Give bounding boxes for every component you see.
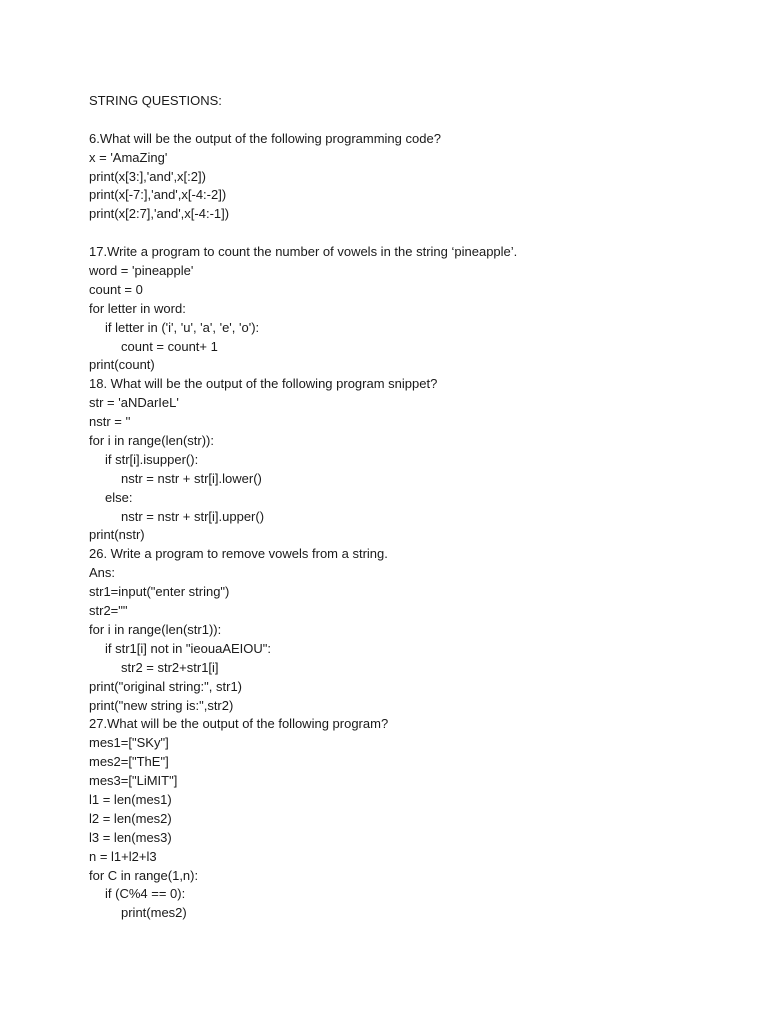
code-line: if (C%4 == 0): [105,886,186,902]
code-line: else: [105,489,133,505]
code-line: print(mes2) [121,905,187,921]
code-line: print("new string is:",str2) [89,697,234,713]
code-line: l3 = len(mes3) [89,829,172,845]
code-line: l1 = len(mes1) [89,791,172,807]
code-line: if str1[i] not in "ieouaAEIOU": [105,640,272,656]
answer-label: Ans: [89,565,116,581]
code-line: for i in range(len(str)): [89,433,214,449]
code-line: word = 'pineapple' [89,263,194,279]
code-line: nstr = '' [89,414,131,430]
code-line: print(x[3:],'and',x[:2]) [89,168,206,184]
code-line: print(count) [89,357,155,373]
code-line: str2 = str2+str1[i] [121,659,219,675]
code-line: x = 'AmaZing' [89,149,168,165]
document-heading: STRING QUESTIONS: [89,93,222,108]
spacer [89,111,729,130]
document-body [89,92,729,923]
code-line: nstr = nstr + str[i].lower() [121,470,262,486]
code-line: str = 'aNDarIeL' [89,395,179,411]
spacer [89,224,729,243]
code-line: for i in range(len(str1)): [89,621,222,637]
question-26: 26. Write a program to remove vowels from a string. [89,546,388,562]
code-line: str2="" [89,603,128,619]
code-line: mes2=["ThE"] [89,754,169,770]
question-27: 27.What will be the output of the following program? [89,716,389,732]
code-line: str1=input("enter string") [89,584,230,600]
question-18: 18. What will be the output of the following program snippet? [89,376,438,392]
code-line: print(nstr) [89,527,145,543]
code-line: n = l1+l2+l3 [89,848,157,864]
code-line: print(x[2:7],'and',x[-4:-1]) [89,206,230,222]
question-17: 17.Write a program to count the number of vowels in the string ‘pineapple’. [89,244,518,260]
code-line: for letter in word: [89,300,186,316]
code-line: count = count+ 1 [121,338,218,354]
code-line: count = 0 [89,281,143,297]
code-line: if str[i].isupper(): [105,451,199,467]
code-line: mes1=["SKy"] [89,735,169,751]
code-line: if letter in ('i', 'u', 'a', 'e', 'o'): [105,319,260,335]
code-line: print("original string:", str1) [89,678,242,694]
code-line: print(x[-7:],'and',x[-4:-2]) [89,187,227,203]
question-6: 6.What will be the output of the following programming code? [89,130,441,146]
code-line: l2 = len(mes2) [89,810,172,826]
code-line: nstr = nstr + str[i].upper() [121,508,265,524]
code-line: for C in range(1,n): [89,867,199,883]
code-line: mes3=["LiMIT"] [89,773,178,789]
